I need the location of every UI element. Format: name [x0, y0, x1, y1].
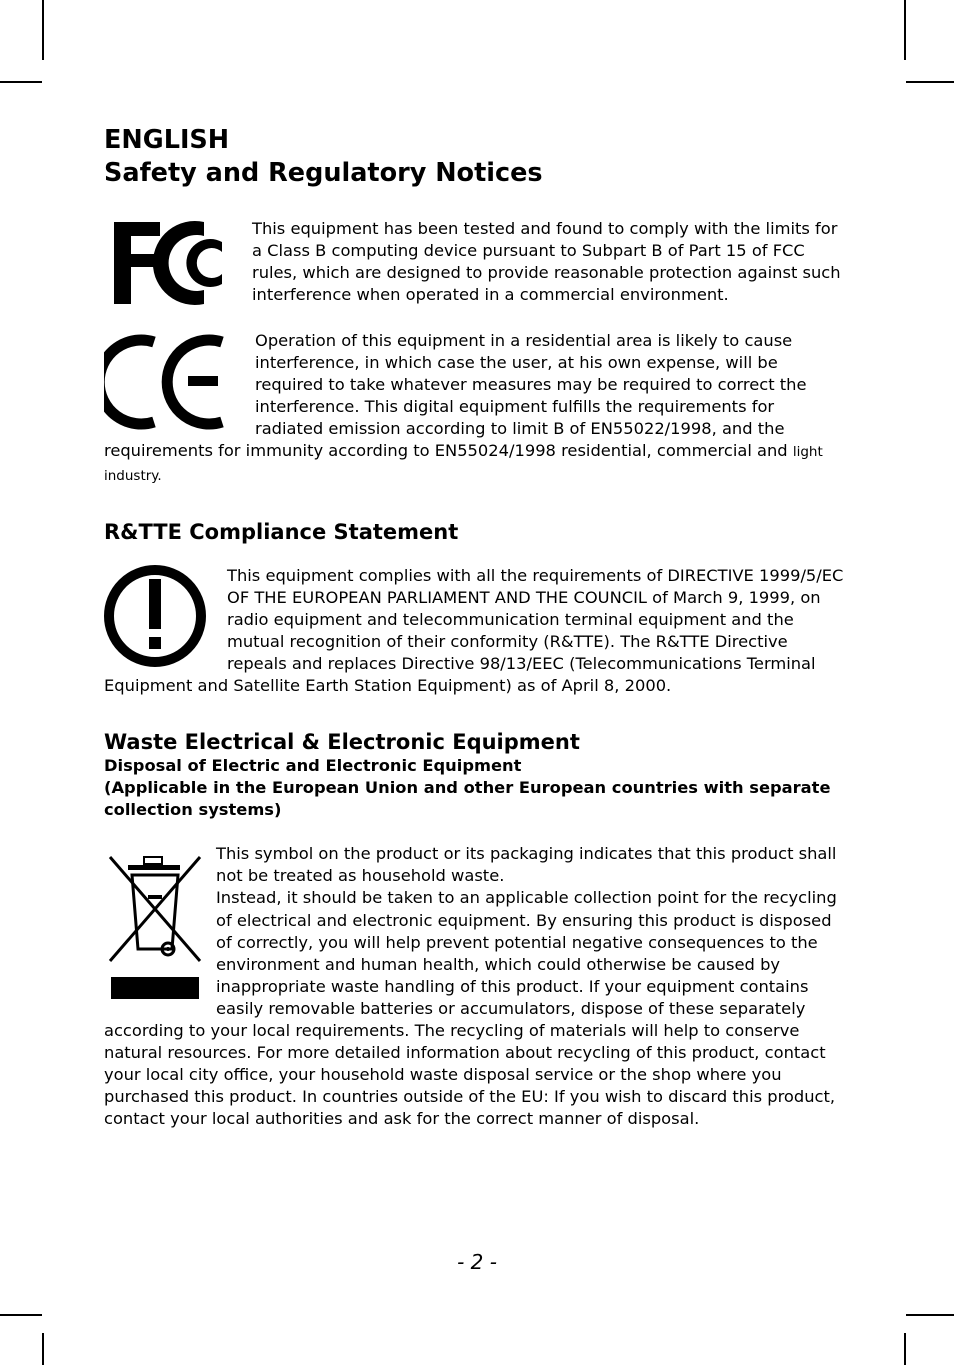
weee-text-intro: This symbol on the product or its packaging indicates that this product shall not be treated as household waste.: [216, 844, 837, 886]
weee-section: [104, 843, 846, 1130]
ce-text: Operation of this equipment in a residential area is likely to cause interference, in which case the user, at his own expense, will be required to take whatever measures may be required to correct the interference. This digital equipment fulfills the requirements for radiated emission according to limit B of EN55022/1998, and the requirements for immunity according to EN55024/1998 residential, commercial and light industry.: [104, 331, 823, 484]
rtte-section: [104, 565, 846, 698]
weee-subheading-applicable: (Applicable in the European Union and other European countries with separate collection systems): [104, 778, 831, 820]
page-title: Safety and Regulatory Notices: [104, 158, 543, 188]
exclamation-circle-icon: [104, 563, 227, 675]
crop-mark-bl-v: [42, 1333, 44, 1365]
rtte-heading: R&TTE Compliance Statement: [104, 519, 459, 544]
page-number: - 2 -: [457, 1250, 497, 1274]
page-content: [104, 124, 846, 1130]
fcc-text: This equipment has been tested and found to comply with the limits for a Class B computing device pursuant to Subpart B of Part 15 of FCC rules, which are designed to provide reasonable protection against such interference when operated in a commercial environment.: [252, 219, 841, 305]
fcc-section: [104, 218, 846, 308]
weee-heading: Waste Electrical & Electronic Equipment: [104, 730, 580, 755]
crop-mark-tr-v: [904, 0, 906, 60]
rtte-text: This equipment complies with all the requirements of DIRECTIVE 1999/5/EC OF THE EUROPEAN PARLIAMENT AND THE COUNCIL of March 9, 1999, on radio equipment and telecommunication terminal equipment and the mutual recognition of their conformity (R&TTE). The R&TTE Directive repeals and replaces Directive 98/13/EEC (Telecommunications Terminal Equipment and Satellite Earth Station Equipment) as of April 8, 2000.: [104, 565, 844, 696]
crop-mark-br-v: [904, 1333, 906, 1365]
weee-subheading-disposal: Disposal of Electric and Electronic Equipment: [104, 756, 522, 776]
crop-mark-tl-h: [0, 81, 42, 83]
crop-mark-br-h: [906, 1314, 954, 1316]
fcc-logo-icon: [104, 216, 252, 308]
crop-mark-tr-h: [906, 81, 954, 83]
language-heading: ENGLISH: [104, 125, 230, 155]
crossed-out-bin-icon: [104, 853, 216, 1011]
ce-section: [104, 330, 846, 487]
crop-mark-tl-v: [42, 0, 44, 60]
crop-mark-bl-h: [0, 1314, 42, 1316]
ce-mark-icon: [104, 332, 255, 432]
weee-text-details: Instead, it should be taken to an applicable collection point for the recycling of electrical and electronic equipment. By ensuring this product is disposed of correctly, you will help prevent potential negative consequences to the environment and human health, which could otherwise be caused by inappropriate waste handling of this product. If your equipment contains easily removable batteries or accumulators, dispose of these separately according to your local requirements. The recycling of materials will help to conserve natural resources. For more detailed information about recycling of this product, contact your local city office, your household waste disposal service or the shop where you purchased this product. In countries outside of the EU: If you wish to discard this product, contact your local authorities and ask for the correct manner of disposal.: [104, 888, 837, 1129]
